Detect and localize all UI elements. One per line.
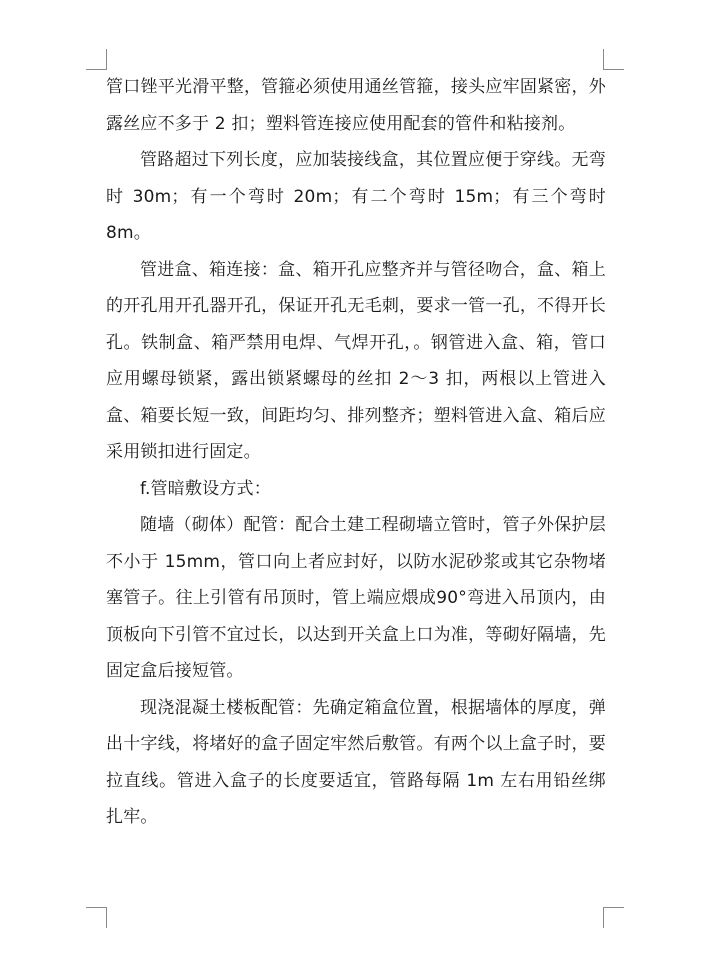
- crop-mark-bottom-left: [86, 907, 107, 928]
- crop-mark-top-left: [86, 49, 107, 70]
- paragraph-junction-box-length: 管路超过下列长度，应加装接线盒，其位置应便于穿线。无弯时 30m；有一个弯时 20m；有二个弯时 15m；有三个弯时 8m。: [106, 150, 606, 243]
- paragraph-slab-piping: 现浇混凝土楼板配管：先确定箱盒位置，根据墙体的厚度，弹出十字线，将堵好的盒子固定牢然后敷管。有两个以上盒子时，要拉直线。管进入盒子的长度要适宜，管路每隔 1m 左右用铅丝绑扎牢。: [106, 697, 606, 827]
- document-body: [106, 69, 606, 836]
- paragraph-wall-piping: 随墙（砌体）配管：配合土建工程砌墙立管时，管子外保护层不小于 15mm，管口向上者应封好，以防水泥砂浆或其它杂物堵塞管子。往上引管有吊顶时，管上端应煨成90°弯进入吊顶内，由顶板向下引管不宜过长，以达到开关盒上口为准，等砌好隔墙，先固定盒后接短管。: [106, 515, 606, 681]
- paragraph-pipe-joint: 管口锉平光滑平整，管箍必须使用通丝管箍，接头应牢固紧密，外露丝应不多于 2 扣；塑料管连接应使用配套的管件和粘接剂。: [106, 77, 606, 134]
- crop-mark-bottom-right: [603, 907, 624, 928]
- paragraph-box-connection: 管进盒、箱连接：盒、箱开孔应整齐并与管径吻合，盒、箱上的开孔用开孔器开孔，保证开孔无毛刺，要求一管一孔，不得开长孔。铁制盒、箱严禁用电焊、气焊开孔，。钢管进入盒、箱，管口应用螺母锁紧，露出锁紧螺母的丝扣 2～3 扣，两根以上管进入盒、箱要长短一致，间距均匀、排列整齐；塑料管进入盒、箱后应采用锁扣进行固定。: [106, 259, 606, 462]
- section-heading-concealed-laying: f.管暗敷设方式：: [140, 478, 271, 499]
- crop-mark-top-right: [603, 49, 624, 70]
